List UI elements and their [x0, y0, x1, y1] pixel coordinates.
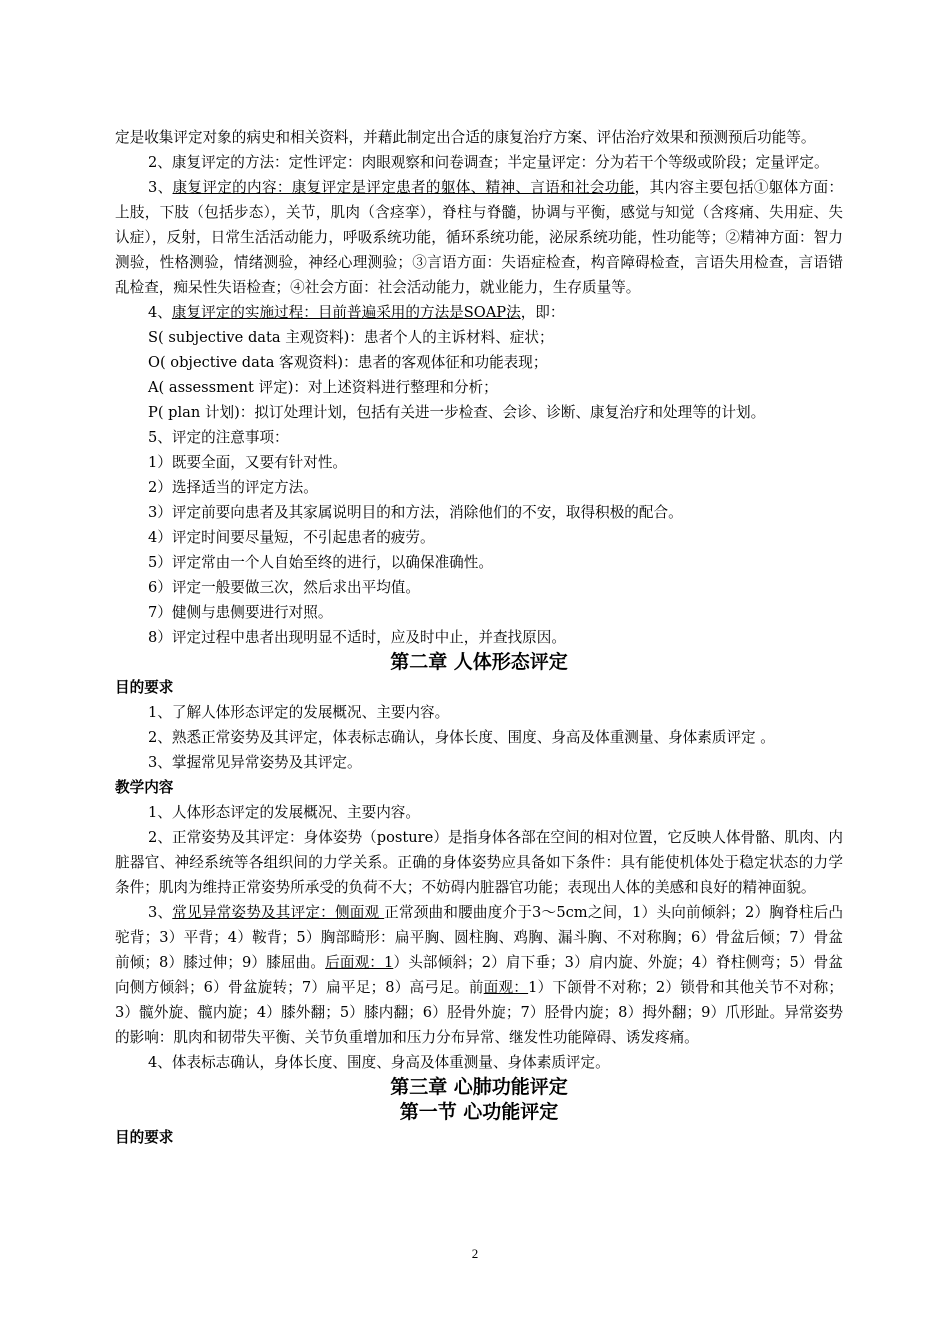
paragraph	[115, 425, 843, 450]
paragraph	[115, 375, 843, 400]
text-run: S( subjective data 主观资料)：患者个人的主诉材料、症状；	[148, 329, 554, 346]
paragraph	[115, 750, 843, 775]
text-run: 教学内容	[115, 779, 174, 796]
text-run: 定是收集评定对象的病史和相关资料，并藉此制定出合适的康复治疗方案、评估治疗效果和预测预后功能等。	[115, 129, 816, 146]
paragraph	[115, 325, 843, 350]
text-run: O( objective data 客观资料)：患者的客观体征和功能表现；	[148, 354, 548, 371]
text-run: 第二章 人体形态评定	[390, 651, 568, 673]
paragraph	[115, 300, 843, 325]
text-run: 目的要求	[115, 1129, 174, 1146]
text-run: 5）评定常由一个人自始至终的进行，以确保准确性。	[148, 554, 493, 571]
text-run: 1、人体形态评定的发展概况、主要内容。	[148, 804, 420, 821]
text-run: 2、康复评定的方法：定性评定：肉眼观察和问卷调查；半定量评定：分为若干个等级或阶段；定量评定。	[148, 154, 829, 171]
page-number: 2	[471, 1246, 479, 1261]
text-run: 3）评定前要向患者及其家属说明目的和方法，消除他们的不安，取得积极的配合。	[148, 504, 683, 521]
text-run: 8）评定过程中患者出现明显不适时，应及时中止，并查找原因。	[148, 629, 566, 646]
text-run: 4、	[148, 304, 172, 321]
paragraph	[115, 500, 843, 525]
paragraph	[115, 400, 843, 425]
text-run: 3、	[148, 179, 173, 196]
paragraph	[115, 350, 843, 375]
paragraph	[115, 825, 843, 900]
chapter-heading	[115, 1100, 843, 1125]
underlined-text: 后面观：1	[325, 954, 394, 971]
underlined-text: 面观：	[483, 979, 529, 996]
paragraph	[115, 725, 843, 750]
text-run: 第一节 心功能评定	[399, 1101, 559, 1123]
text-run: 3、掌握常见异常姿势及其评定。	[148, 754, 362, 771]
paragraph	[115, 175, 843, 300]
paragraph	[115, 125, 843, 150]
chapter-heading	[115, 650, 843, 675]
text-run: 1）下颌骨不对称；2）锁骨和其他关节不对称；3）髋外旋、髋内旋；4）膝外翻；5）膝内翻；6）胫骨外旋；7）胫骨内旋；8）拇外翻；9）爪形趾。异常姿势的影响：肌肉和韧带失平衡、关节负重增加和压力分布异常、继发性功能障碍、诱发疼痛。	[115, 979, 843, 1046]
paragraph	[115, 550, 843, 575]
text-run: 4、体表标志确认，身体长度、围度、身高及体重测量、身体素质评定。	[148, 1054, 610, 1071]
chapter-heading	[115, 1075, 843, 1100]
paragraph	[115, 700, 843, 725]
text-run: 2）选择适当的评定方法。	[148, 479, 318, 496]
text-run: A( assessment 评定)：对上述资料进行整理和分析；	[148, 379, 498, 396]
underlined-text: 常见异常姿势及其评定：侧面观	[172, 904, 385, 921]
paragraph	[115, 800, 843, 825]
text-run: 5、评定的注意事项：	[148, 429, 289, 446]
text-run: P( plan 计划)：拟订处理计划，包括有关进一步检查、会诊、诊断、康复治疗和处理等的计划。	[148, 404, 766, 421]
paragraph	[115, 450, 843, 475]
text-run: ，即：	[520, 304, 565, 321]
paragraph	[115, 525, 843, 550]
section-label	[115, 1125, 843, 1150]
text-run: 2、熟悉正常姿势及其评定，体表标志确认，身体长度、围度、身高及体重测量、身体素质评定 。	[148, 729, 775, 746]
underlined-text: 康复评定的实施过程：目前普遍采用的方法是SOAP法	[171, 304, 521, 321]
paragraph	[115, 600, 843, 625]
text-run: ）头部倾斜；2）肩下垂；3）肩内旋、外旋；4）脊柱侧弯；5）骨盆向侧方倾斜；6）骨盆旋转；7）扁平足；8）高弓足。前	[115, 954, 843, 996]
paragraph	[115, 900, 843, 1050]
paragraph	[115, 150, 843, 175]
text-run: 4）评定时间要尽量短，不引起患者的疲劳。	[148, 529, 435, 546]
document-page	[115, 125, 843, 1150]
text-run: 1、了解人体形态评定的发展概况、主要内容。	[148, 704, 450, 721]
text-run: 1）既要全面，又要有针对性。	[148, 454, 348, 471]
section-label	[115, 675, 843, 700]
paragraph	[115, 575, 843, 600]
text-run: 6）评定一般要做三次，然后求出平均值。	[148, 579, 420, 596]
paragraph	[115, 625, 843, 650]
text-run: 正常颈曲和腰曲度介于3～5cm之间，1）头向前倾斜；2）胸脊柱后凸驼背；3）平背；4）鞍背；5）胸部畸形：扁平胸、圆柱胸、鸡胸、漏斗胸、不对称胸；6）骨盆后倾；7）骨盆前倾；8）膝过伸；9）膝屈曲。	[115, 904, 844, 971]
text-run: 第三章 心肺功能评定	[390, 1076, 568, 1098]
paragraph	[115, 1050, 843, 1075]
text-run: 目的要求	[115, 679, 174, 696]
paragraph	[115, 475, 843, 500]
text-run: 2、正常姿势及其评定：身体姿势（posture）是指身体各部在空间的相对位置，它反映人体骨骼、肌肉、内脏器官、神经系统等各组织间的力学关系。正确的身体姿势应具备如下条件：具有能使机体处于稳定状态的力学条件；肌肉为维持正常姿势所承受的负荷不大；不妨碍内脏器官功能；表现出人体的美感和良好的精神面貌。	[115, 829, 843, 896]
section-label	[115, 775, 843, 800]
text-run: 3、	[148, 904, 173, 921]
underlined-text: 康复评定的内容：康复评定是评定患者的躯体、精神、言语和社会功能	[172, 179, 635, 196]
text-run: ，其内容主要包括①躯体方面：上肢，下肢（包括步态），关节，肌肉（含痉挛），脊柱与脊髓，协调与平衡，感觉与知觉（含疼痛、失用症、失认症），反射，日常生活活动能力，呼吸系统功能，循环系统功能，泌尿系统功能，性功能等；②精神方面：智力测验，性格测验，情绪测验，神经心理测验；③言语方面：失语症检查，构音障碍检查，言语失用检查，言语错乱检查，痴呆性失语检查；④社会方面：社会活动能力，就业能力，生存质量等。	[115, 179, 843, 296]
text-run: 7）健侧与患侧要进行对照。	[148, 604, 333, 621]
